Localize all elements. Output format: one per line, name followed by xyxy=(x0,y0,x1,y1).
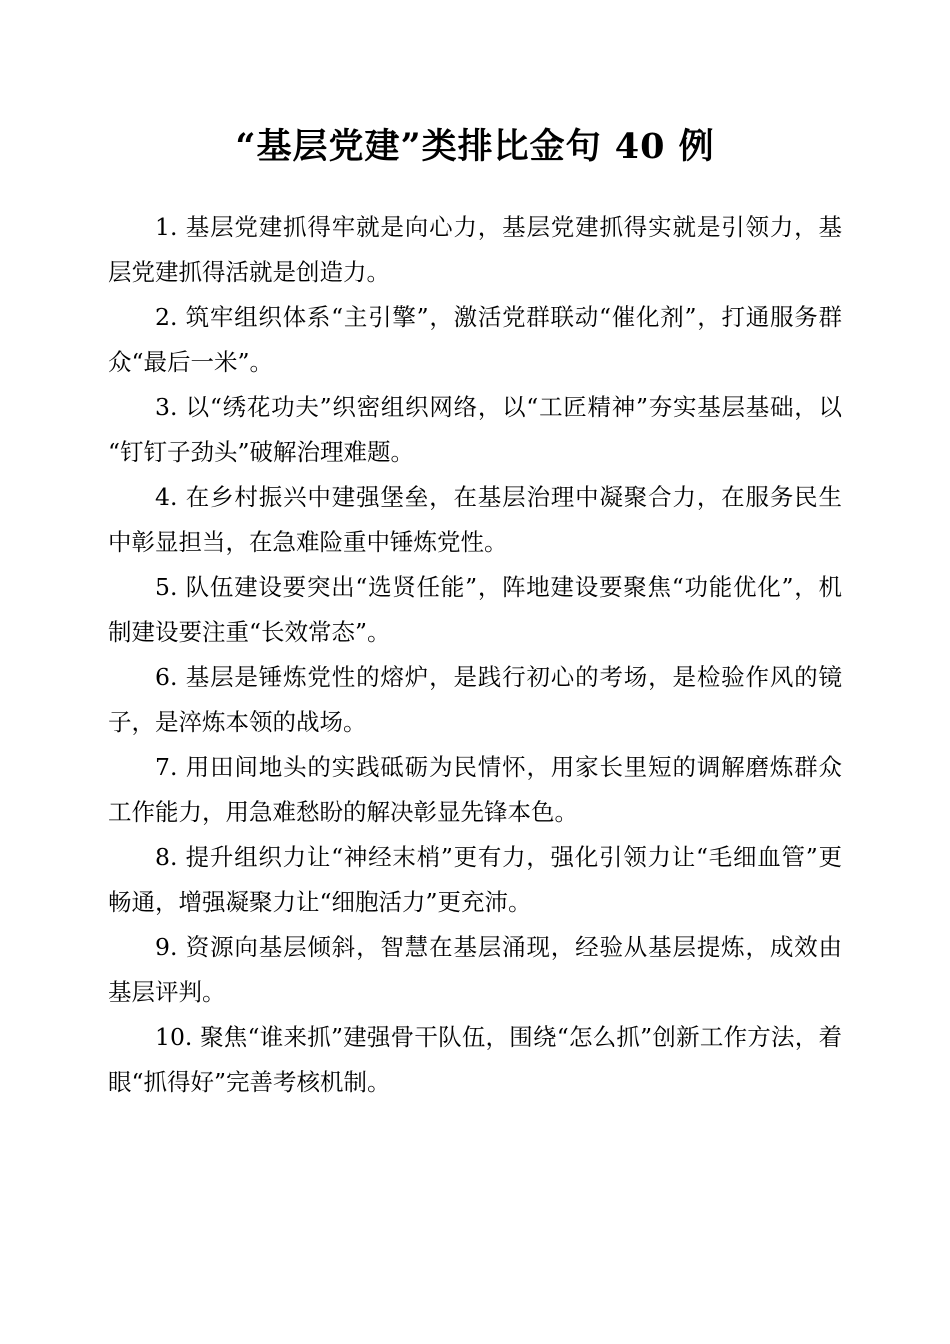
paragraph-6: 6. 基层是锤炼党性的熔炉，是践行初心的考场，是检验作风的镜子，是淬炼本领的战场。 xyxy=(108,663,842,736)
paragraph-8: 8. 提升组织力让“神经末梢”更有力，强化引领力让“毛细血管”更畅通，增强凝聚力让“细胞活力”更充沛。 xyxy=(108,843,842,916)
paragraph-5: 5. 队伍建设要突出“选贤任能”，阵地建设要聚焦“功能优化”，机制建设要注重“长效常态”。 xyxy=(108,573,842,646)
paragraph-9: 9. 资源向基层倾斜，智慧在基层涌现，经验从基层提炼，成效由基层评判。 xyxy=(108,933,842,1006)
paragraph-1: 1. 基层党建抓得牢就是向心力，基层党建抓得实就是引领力，基层党建抓得活就是创造力。 xyxy=(108,213,842,286)
paragraph-2: 2. 筑牢组织体系“主引擎”，激活党群联动“催化剂”，打通服务群众“最后一米”。 xyxy=(108,303,842,376)
paragraph-10: 10. 聚焦“谁来抓”建强骨干队伍，围绕“怎么抓”创新工作方法，着眼“抓得好”完善考核机制。 xyxy=(108,1023,842,1096)
document-body xyxy=(108,205,842,1105)
paragraph-7: 7. 用田间地头的实践砥砺为民情怀，用家长里短的调解磨炼群众工作能力，用急难愁盼的解决彰显先锋本色。 xyxy=(108,753,842,826)
paragraph-3: 3. 以“绣花功夫”织密组织网络，以“工匠精神”夯实基层基础，以“钉钉子劲头”破解治理难题。 xyxy=(108,393,842,466)
paragraph-4: 4. 在乡村振兴中建强堡垒，在基层治理中凝聚合力，在服务民生中彰显担当，在急难险重中锤炼党性。 xyxy=(108,483,842,556)
page-title: “基层党建”类排比金句 40 例 xyxy=(235,126,715,167)
